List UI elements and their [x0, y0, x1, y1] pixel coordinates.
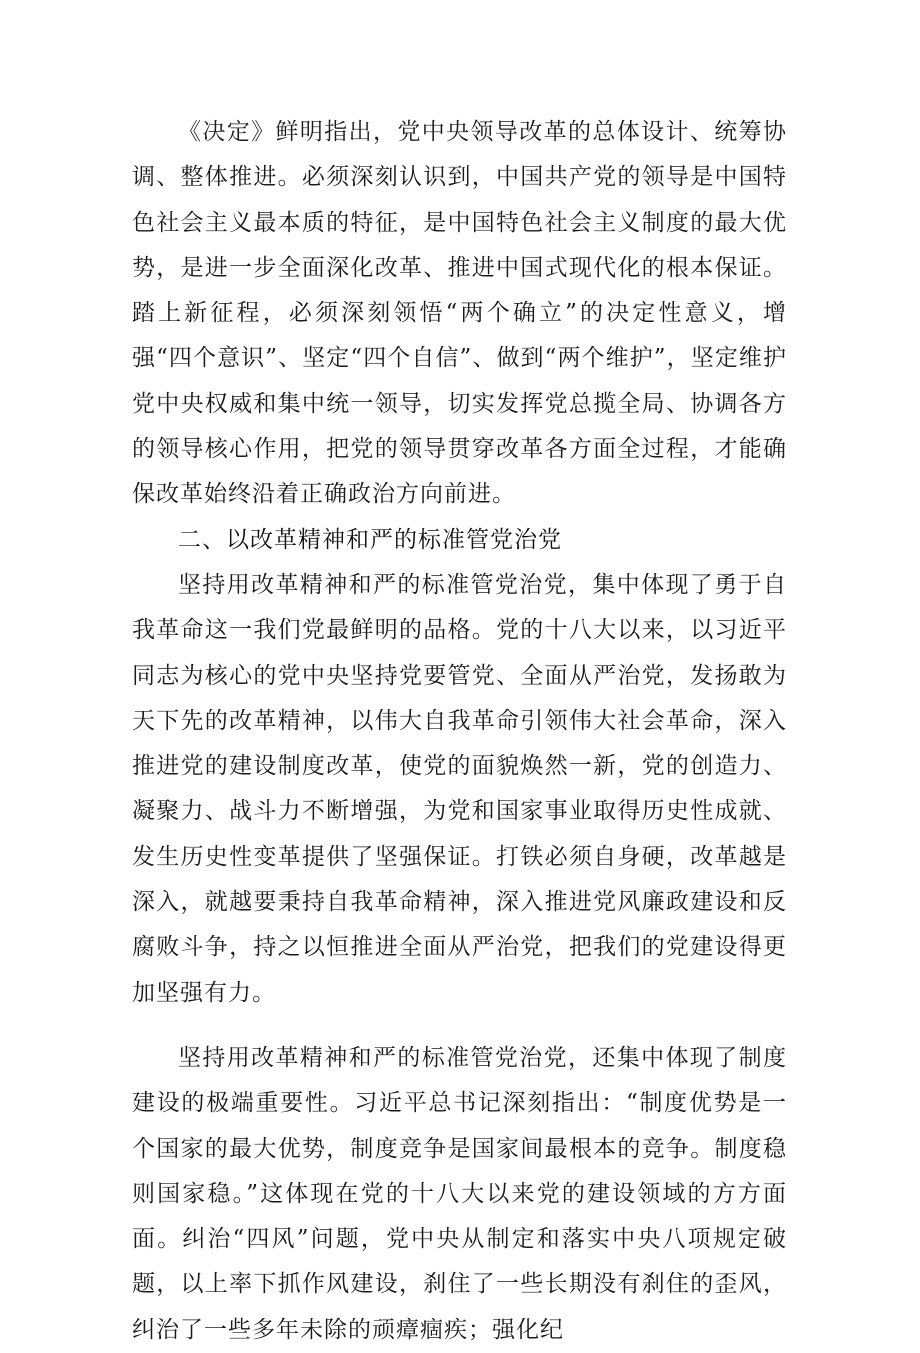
- paragraph-spacer: [132, 1016, 787, 1036]
- document-body: [132, 110, 787, 1353]
- paragraph-decision-leadership: 《决定》鲜明指出，党中央领导改革的总体设计、统筹协调、整体推进。必须深刻认识到，中国共产党的领导是中国特色社会主义最本质的特征，是中国特色社会主义制度的最大优势，是进一步全面深化改革、推进中国式现代化的根本保证。踏上新征程，必须深刻领悟“两个确立”的决定性意义，增强“四个意识”、坚定“四个自信”、做到“两个维护”，坚定维护党中央权威和集中统一领导，切实发挥党总揽全局、协调各方的领导核心作用，把党的领导贯穿改革各方面全过程，才能确保改革始终沿着正确政治方向前进。: [132, 119, 787, 508]
- paragraph-self-revolution: 坚持用改革精神和严的标准管党治党，集中体现了勇于自我革命这一我们党最鲜明的品格。党的十八大以来，以习近平同志为核心的党中央坚持党要管党、全面从严治党，发扬敢为天下先的改革精神，以伟大自我革命引领伟大社会革命，深入推进党的建设制度改革，使党的面貌焕然一新，党的创造力、凝聚力、战斗力不断增强，为党和国家事业取得历史性成就、发生历史性变革提供了坚强保证。打铁必须自身硬，改革越是深入，就越要秉持自我革命精神，深入推进党风廉政建设和反腐败斗争，持之以恒推进全面从严治党，把我们的党建设得更加坚强有力。: [132, 571, 787, 1006]
- paragraph-institution-building: 坚持用改革精神和严的标准管党治党，还集中体现了制度建设的极端重要性。习近平总书记深刻指出：“制度优势是一个国家的最大优势，制度竞争是国家间最根本的竞争。制度稳则国家稳。”这体现在党的十八大以来党的建设领域的方方面面。纠治“四风”问题，党中央从制定和落实中央八项规定破题，以上率下抓作风建设，刹住了一些长期没有刹住的歪风，纠治了一些多年未除的顽瘴痼疾；强化纪: [132, 1044, 787, 1343]
- section-heading-2: 二、以改革精神和严的标准管党治党: [178, 526, 562, 553]
